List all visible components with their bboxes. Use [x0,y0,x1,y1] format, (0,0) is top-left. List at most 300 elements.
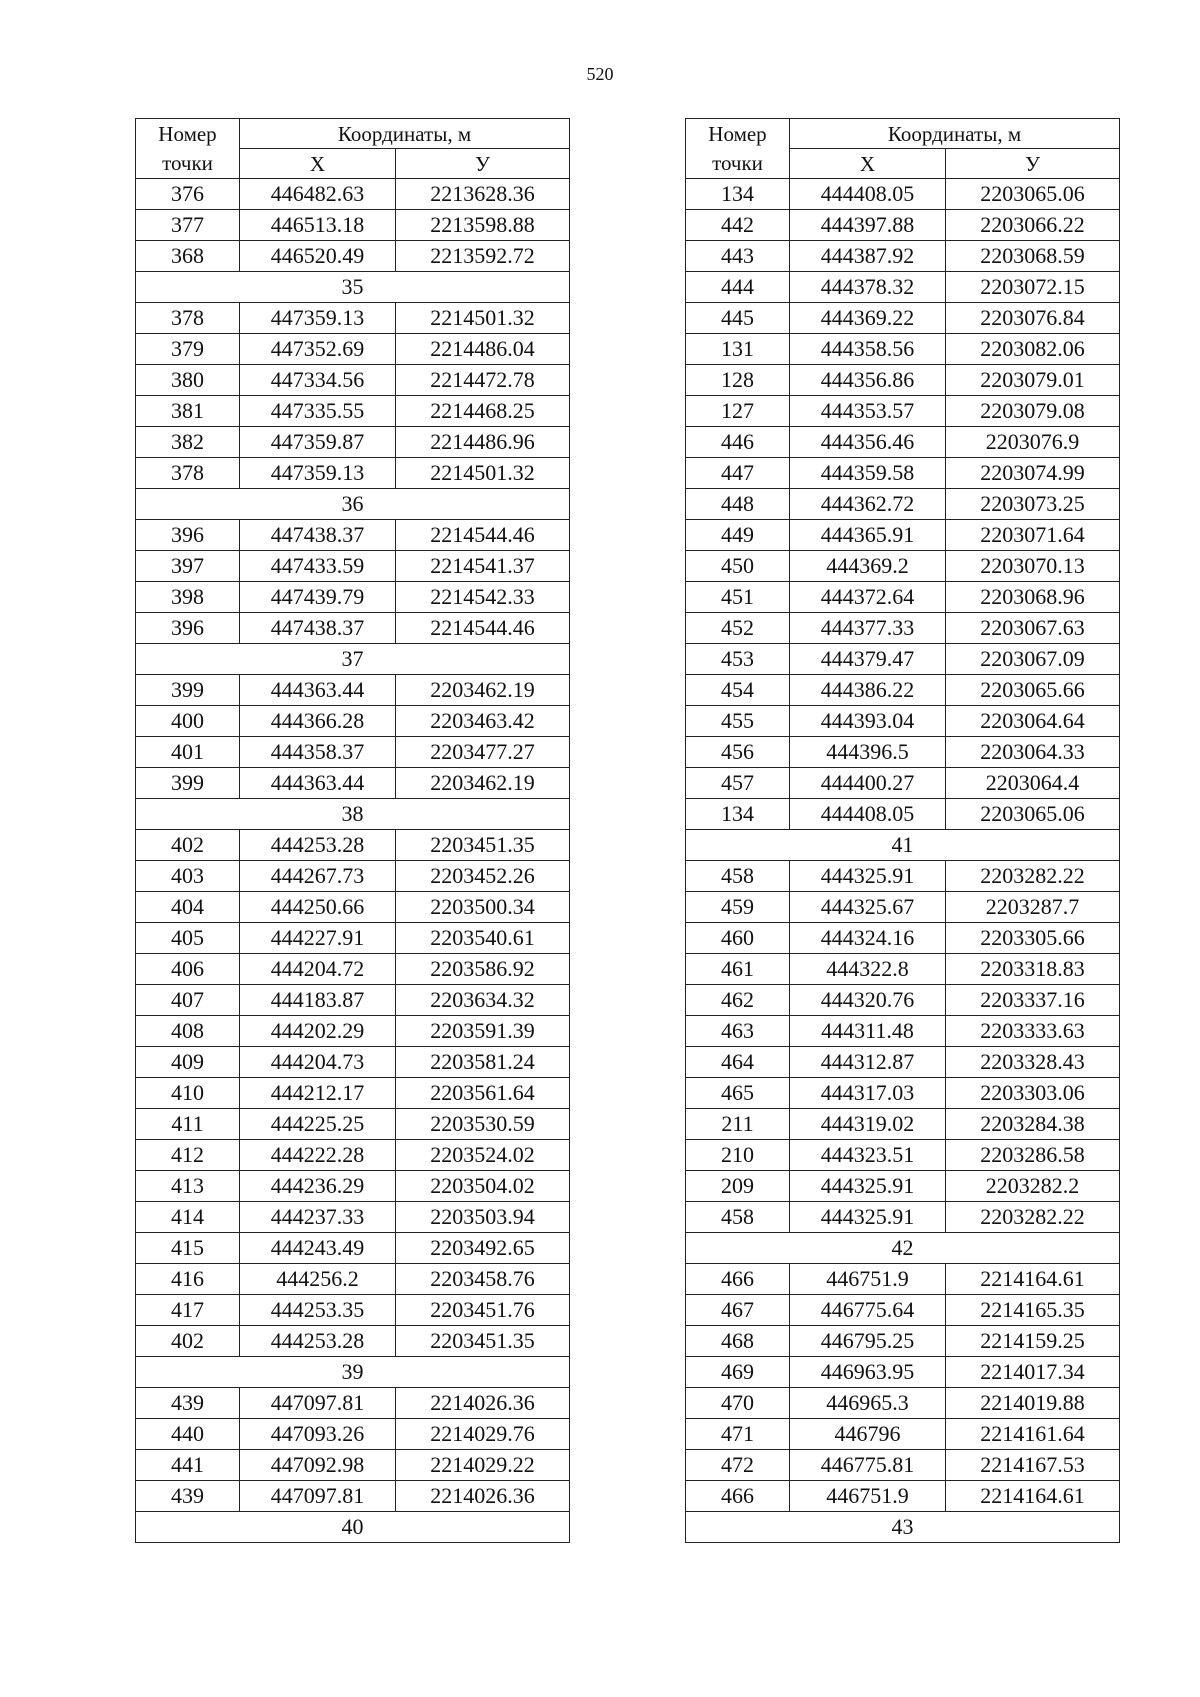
table-row [136,1016,570,1047]
point-number-cell: 463 [686,1016,790,1047]
y-coordinate-cell: 2203586.92 [396,954,570,985]
y-coordinate-cell: 2203070.13 [946,551,1120,582]
y-coordinate-cell: 2203065.66 [946,675,1120,706]
table-row [686,706,1120,737]
x-coordinate-cell: 447359.13 [240,303,396,334]
table-row [136,551,570,582]
x-coordinate-cell: 447359.13 [240,458,396,489]
x-coordinate-cell: 444369.22 [790,303,946,334]
y-coordinate-cell: 2203500.34 [396,892,570,923]
x-coordinate-cell: 447093.26 [240,1419,396,1450]
x-coordinate-cell: 444359.58 [790,458,946,489]
table-row [136,768,570,799]
table-row [686,1481,1120,1512]
x-coordinate-cell: 444225.25 [240,1109,396,1140]
table-row [136,1109,570,1140]
table-row [686,458,1120,489]
point-number-cell: 415 [136,1233,240,1264]
y-coordinate-cell: 2203524.02 [396,1140,570,1171]
point-number-cell: 377 [136,210,240,241]
point-number-cell: 368 [136,241,240,272]
y-coordinate-cell: 2203064.64 [946,706,1120,737]
table-row [686,737,1120,768]
x-coordinate-cell: 444408.05 [790,179,946,210]
point-number-cell: 445 [686,303,790,334]
point-number-cell: 407 [136,985,240,1016]
y-coordinate-cell: 2203303.06 [946,1078,1120,1109]
table-row [686,799,1120,830]
y-coordinate-cell: 2214544.46 [396,520,570,551]
point-number-cell: 398 [136,582,240,613]
x-coordinate-cell: 444408.05 [790,799,946,830]
header-y: У [396,149,570,179]
header-point-number-top: Номер [686,119,790,149]
point-number-cell: 466 [686,1264,790,1295]
y-coordinate-cell: 2203071.64 [946,520,1120,551]
table-row [686,1295,1120,1326]
point-number-cell: 466 [686,1481,790,1512]
point-number-cell: 405 [136,923,240,954]
point-number-cell: 411 [136,1109,240,1140]
y-coordinate-cell: 2203074.99 [946,458,1120,489]
y-coordinate-cell: 2214165.35 [946,1295,1120,1326]
x-coordinate-cell: 447359.87 [240,427,396,458]
y-coordinate-cell: 2203337.16 [946,985,1120,1016]
table-row [136,1264,570,1295]
x-coordinate-cell: 444267.73 [240,861,396,892]
y-coordinate-cell: 2203328.43 [946,1047,1120,1078]
x-coordinate-cell: 444227.91 [240,923,396,954]
x-coordinate-cell: 444317.03 [790,1078,946,1109]
x-coordinate-cell: 444212.17 [240,1078,396,1109]
table-row [136,1140,570,1171]
table-row [136,458,570,489]
y-coordinate-cell: 2214542.33 [396,582,570,613]
table-row [686,241,1120,272]
table-row [136,985,570,1016]
x-coordinate-cell: 446796 [790,1419,946,1450]
point-number-cell: 209 [686,1171,790,1202]
y-coordinate-cell: 2203492.65 [396,1233,570,1264]
x-coordinate-cell: 444325.91 [790,1202,946,1233]
point-number-cell: 472 [686,1450,790,1481]
x-coordinate-cell: 444378.32 [790,272,946,303]
point-number-cell: 376 [136,179,240,210]
point-number-cell: 399 [136,675,240,706]
table-row [686,675,1120,706]
table-row [136,830,570,861]
point-number-cell: 127 [686,396,790,427]
point-number-cell: 414 [136,1202,240,1233]
y-coordinate-cell: 2203065.06 [946,179,1120,210]
point-number-cell: 455 [686,706,790,737]
section-row [136,1512,570,1543]
x-coordinate-cell: 444222.28 [240,1140,396,1171]
point-number-cell: 456 [686,737,790,768]
table-row [686,520,1120,551]
y-coordinate-cell: 2203082.06 [946,334,1120,365]
x-coordinate-cell: 444362.72 [790,489,946,520]
point-number-cell: 446 [686,427,790,458]
x-coordinate-cell: 444377.33 [790,613,946,644]
table-row [686,1078,1120,1109]
x-coordinate-cell: 444243.49 [240,1233,396,1264]
x-coordinate-cell: 447092.98 [240,1450,396,1481]
table-row [136,334,570,365]
point-number-cell: 413 [136,1171,240,1202]
y-coordinate-cell: 2214486.04 [396,334,570,365]
point-number-cell: 440 [136,1419,240,1450]
y-coordinate-cell: 2203561.64 [396,1078,570,1109]
table-row [136,179,570,210]
point-number-cell: 471 [686,1419,790,1450]
section-row [136,644,570,675]
x-coordinate-cell: 444396.5 [790,737,946,768]
header-y: У [946,149,1120,179]
y-coordinate-cell: 2203067.63 [946,613,1120,644]
x-coordinate-cell: 446775.81 [790,1450,946,1481]
point-number-cell: 380 [136,365,240,396]
x-coordinate-cell: 447438.37 [240,520,396,551]
section-number: 39 [136,1357,570,1388]
x-coordinate-cell: 444363.44 [240,768,396,799]
x-coordinate-cell: 444250.66 [240,892,396,923]
y-coordinate-cell: 2214544.46 [396,613,570,644]
header-coordinates: Координаты, м [240,119,570,149]
point-number-cell: 451 [686,582,790,613]
table-row [686,210,1120,241]
point-number-cell: 211 [686,1109,790,1140]
table-row [686,1450,1120,1481]
x-coordinate-cell: 444372.64 [790,582,946,613]
table-row [686,1171,1120,1202]
table-row [686,303,1120,334]
y-coordinate-cell: 2203072.15 [946,272,1120,303]
x-coordinate-cell: 444253.35 [240,1295,396,1326]
section-number: 43 [686,1512,1120,1543]
x-coordinate-cell: 444397.88 [790,210,946,241]
y-coordinate-cell: 2203451.35 [396,1326,570,1357]
y-coordinate-cell: 2214159.25 [946,1326,1120,1357]
x-coordinate-cell: 446965.3 [790,1388,946,1419]
section-number: 38 [136,799,570,830]
point-number-cell: 403 [136,861,240,892]
table-row [136,954,570,985]
section-row [136,272,570,303]
point-number-cell: 468 [686,1326,790,1357]
table-row [136,365,570,396]
point-number-cell: 444 [686,272,790,303]
section-number: 36 [136,489,570,520]
x-coordinate-cell: 444319.02 [790,1109,946,1140]
x-coordinate-cell: 444325.67 [790,892,946,923]
x-coordinate-cell: 444320.76 [790,985,946,1016]
table-row [136,210,570,241]
x-coordinate-cell: 447352.69 [240,334,396,365]
table-row [686,861,1120,892]
x-coordinate-cell: 444353.57 [790,396,946,427]
y-coordinate-cell: 2203462.19 [396,768,570,799]
x-coordinate-cell: 444323.51 [790,1140,946,1171]
x-coordinate-cell: 447438.37 [240,613,396,644]
y-coordinate-cell: 2203079.01 [946,365,1120,396]
y-coordinate-cell: 2203076.9 [946,427,1120,458]
table-row [686,892,1120,923]
point-number-cell: 379 [136,334,240,365]
y-coordinate-cell: 2203286.58 [946,1140,1120,1171]
x-coordinate-cell: 447334.56 [240,365,396,396]
point-number-cell: 442 [686,210,790,241]
coordinates-table-right [685,118,1120,1543]
y-coordinate-cell: 2203065.06 [946,799,1120,830]
point-number-cell: 378 [136,303,240,334]
y-coordinate-cell: 2214164.61 [946,1264,1120,1295]
point-number-cell: 452 [686,613,790,644]
y-coordinate-cell: 2203591.39 [396,1016,570,1047]
y-coordinate-cell: 2203503.94 [396,1202,570,1233]
y-coordinate-cell: 2203064.33 [946,737,1120,768]
y-coordinate-cell: 2203463.42 [396,706,570,737]
y-coordinate-cell: 2214029.76 [396,1419,570,1450]
table-row [686,923,1120,954]
x-coordinate-cell: 446775.64 [790,1295,946,1326]
section-row [686,1512,1120,1543]
point-number-cell: 402 [136,1326,240,1357]
table-row [136,675,570,706]
x-coordinate-cell: 444358.37 [240,737,396,768]
table-row [686,644,1120,675]
header-point-number-top: Номер [136,119,240,149]
table-row [136,520,570,551]
section-row [686,1233,1120,1264]
point-number-cell: 412 [136,1140,240,1171]
section-number: 40 [136,1512,570,1543]
x-coordinate-cell: 444366.28 [240,706,396,737]
table-row [136,582,570,613]
x-coordinate-cell: 444393.04 [790,706,946,737]
section-row [686,830,1120,861]
table-row [686,1109,1120,1140]
point-number-cell: 450 [686,551,790,582]
point-number-cell: 400 [136,706,240,737]
table-row [686,179,1120,210]
y-coordinate-cell: 2203305.66 [946,923,1120,954]
table-row [686,427,1120,458]
x-coordinate-cell: 447097.81 [240,1388,396,1419]
point-number-cell: 459 [686,892,790,923]
table-row [686,1326,1120,1357]
table-body [136,179,570,1543]
point-number-cell: 410 [136,1078,240,1109]
y-coordinate-cell: 2203066.22 [946,210,1120,241]
table-row [136,1419,570,1450]
y-coordinate-cell: 2203064.4 [946,768,1120,799]
table-row [686,1357,1120,1388]
x-coordinate-cell: 444325.91 [790,861,946,892]
y-coordinate-cell: 2203540.61 [396,923,570,954]
point-number-cell: 469 [686,1357,790,1388]
point-number-cell: 458 [686,1202,790,1233]
table-row [686,1264,1120,1295]
table-row [686,1202,1120,1233]
table-row [686,1419,1120,1450]
point-number-cell: 128 [686,365,790,396]
y-coordinate-cell: 2203282.2 [946,1171,1120,1202]
table-row [136,1047,570,1078]
y-coordinate-cell: 2214026.36 [396,1481,570,1512]
point-number-cell: 454 [686,675,790,706]
point-number-cell: 397 [136,551,240,582]
x-coordinate-cell: 444253.28 [240,1326,396,1357]
x-coordinate-cell: 444256.2 [240,1264,396,1295]
y-coordinate-cell: 2203068.96 [946,582,1120,613]
point-number-cell: 402 [136,830,240,861]
page-number: 520 [586,64,614,84]
table-row [136,613,570,644]
table-row [136,303,570,334]
x-coordinate-cell: 447097.81 [240,1481,396,1512]
point-number-cell: 408 [136,1016,240,1047]
x-coordinate-cell: 444324.16 [790,923,946,954]
y-coordinate-cell: 2203284.38 [946,1109,1120,1140]
section-number: 41 [686,830,1120,861]
table-row [136,1326,570,1357]
table-row [686,1016,1120,1047]
table-row [686,1388,1120,1419]
point-number-cell: 417 [136,1295,240,1326]
y-coordinate-cell: 2203452.26 [396,861,570,892]
point-number-cell: 439 [136,1388,240,1419]
y-coordinate-cell: 2214161.64 [946,1419,1120,1450]
point-number-cell: 210 [686,1140,790,1171]
x-coordinate-cell: 444379.47 [790,644,946,675]
y-coordinate-cell: 2203458.76 [396,1264,570,1295]
table-row [686,551,1120,582]
table-row [686,365,1120,396]
y-coordinate-cell: 2214501.32 [396,458,570,489]
point-number-cell: 465 [686,1078,790,1109]
table-row [136,1078,570,1109]
table-row [136,1481,570,1512]
table-row [136,1171,570,1202]
y-coordinate-cell: 2203333.63 [946,1016,1120,1047]
x-coordinate-cell: 444312.87 [790,1047,946,1078]
y-coordinate-cell: 2214486.96 [396,427,570,458]
y-coordinate-cell: 2203067.09 [946,644,1120,675]
header-x: X [240,149,396,179]
table-row [686,489,1120,520]
point-number-cell: 457 [686,768,790,799]
table-row [136,1450,570,1481]
x-coordinate-cell: 444386.22 [790,675,946,706]
point-number-cell: 131 [686,334,790,365]
y-coordinate-cell: 2214026.36 [396,1388,570,1419]
point-number-cell: 453 [686,644,790,675]
y-coordinate-cell: 2214167.53 [946,1450,1120,1481]
table-row [136,1295,570,1326]
x-coordinate-cell: 444236.29 [240,1171,396,1202]
y-coordinate-cell: 2214029.22 [396,1450,570,1481]
table-row [686,334,1120,365]
point-number-cell: 396 [136,613,240,644]
y-coordinate-cell: 2214164.61 [946,1481,1120,1512]
y-coordinate-cell: 2203451.76 [396,1295,570,1326]
y-coordinate-cell: 2203282.22 [946,861,1120,892]
x-coordinate-cell: 444365.91 [790,520,946,551]
x-coordinate-cell: 444363.44 [240,675,396,706]
point-number-cell: 458 [686,861,790,892]
x-coordinate-cell: 444325.91 [790,1171,946,1202]
table-row [686,582,1120,613]
table-row [686,396,1120,427]
x-coordinate-cell: 446482.63 [240,179,396,210]
x-coordinate-cell: 444253.28 [240,830,396,861]
y-coordinate-cell: 2213592.72 [396,241,570,272]
point-number-cell: 134 [686,179,790,210]
table-body [686,179,1120,1543]
x-coordinate-cell: 444204.73 [240,1047,396,1078]
table-row [136,737,570,768]
point-number-cell: 461 [686,954,790,985]
x-coordinate-cell: 446963.95 [790,1357,946,1388]
y-coordinate-cell: 2214019.88 [946,1388,1120,1419]
coordinates-table-left [135,118,570,1543]
x-coordinate-cell: 447433.59 [240,551,396,582]
x-coordinate-cell: 444369.2 [790,551,946,582]
table-row [686,1140,1120,1171]
y-coordinate-cell: 2214541.37 [396,551,570,582]
table-row [686,613,1120,644]
y-coordinate-cell: 2203079.08 [946,396,1120,427]
point-number-cell: 443 [686,241,790,272]
y-coordinate-cell: 2203462.19 [396,675,570,706]
table-row [136,1388,570,1419]
y-coordinate-cell: 2203282.22 [946,1202,1120,1233]
x-coordinate-cell: 444358.56 [790,334,946,365]
x-coordinate-cell: 444322.8 [790,954,946,985]
x-coordinate-cell: 446520.49 [240,241,396,272]
header-x: X [790,149,946,179]
table-row [136,396,570,427]
x-coordinate-cell: 444237.33 [240,1202,396,1233]
y-coordinate-cell: 2203504.02 [396,1171,570,1202]
section-row [136,799,570,830]
point-number-cell: 404 [136,892,240,923]
y-coordinate-cell: 2203451.35 [396,830,570,861]
x-coordinate-cell: 447439.79 [240,582,396,613]
x-coordinate-cell: 446795.25 [790,1326,946,1357]
table-row [136,241,570,272]
y-coordinate-cell: 2203477.27 [396,737,570,768]
point-number-cell: 464 [686,1047,790,1078]
y-coordinate-cell: 2214501.32 [396,303,570,334]
table-row [686,272,1120,303]
point-number-cell: 441 [136,1450,240,1481]
x-coordinate-cell: 444202.29 [240,1016,396,1047]
y-coordinate-cell: 2203318.83 [946,954,1120,985]
point-number-cell: 378 [136,458,240,489]
point-number-cell: 409 [136,1047,240,1078]
table-row [136,923,570,954]
y-coordinate-cell: 2203068.59 [946,241,1120,272]
point-number-cell: 416 [136,1264,240,1295]
point-number-cell: 406 [136,954,240,985]
table-row [686,985,1120,1016]
x-coordinate-cell: 444387.92 [790,241,946,272]
point-number-cell: 470 [686,1388,790,1419]
y-coordinate-cell: 2203634.32 [396,985,570,1016]
header-point-number-bottom: точки [136,149,240,179]
